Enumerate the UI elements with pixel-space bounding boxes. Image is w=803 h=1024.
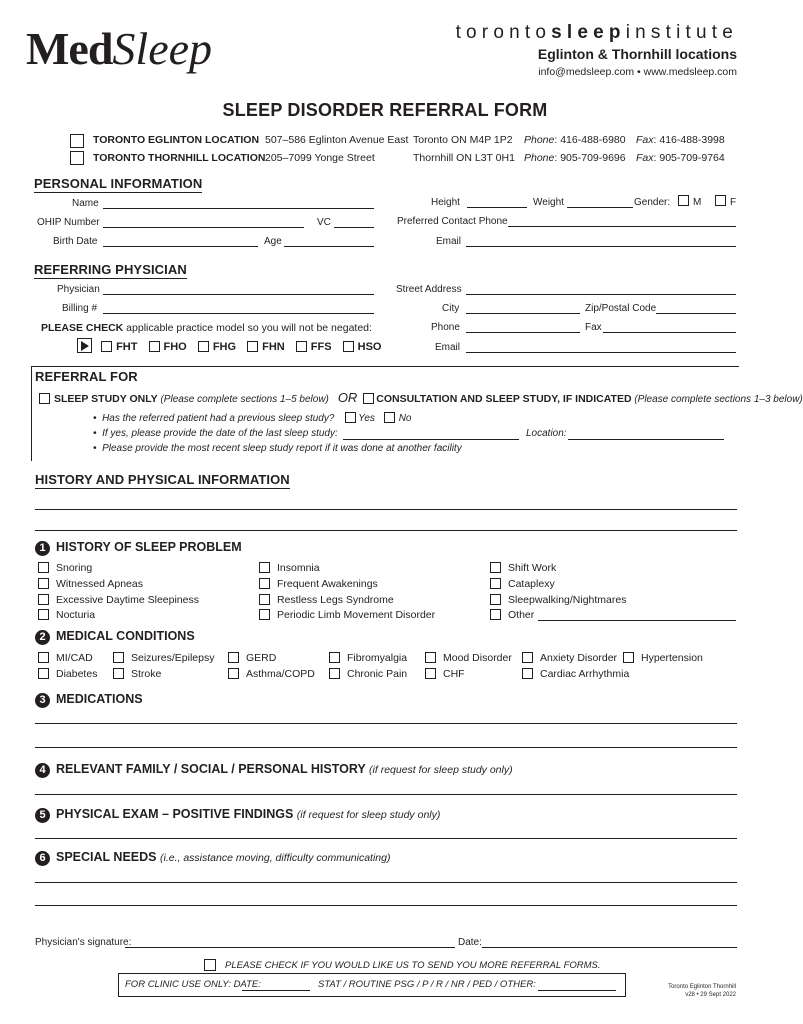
phone-value: : 416-488-6980 <box>554 134 626 146</box>
checkbox[interactable] <box>228 652 239 663</box>
more-forms-checkbox[interactable] <box>204 959 216 971</box>
gender-label: Gender: <box>634 197 671 208</box>
birth-date-label: Birth Date <box>53 236 98 247</box>
section-title: RELEVANT FAMILY / SOCIAL / PERSONAL HISTORY <box>56 762 366 776</box>
fax-value: : 905-709-9764 <box>653 152 725 164</box>
last-study-date-question <box>93 428 338 439</box>
item-label: GERD <box>246 652 277 664</box>
clinic-address: 507–586 Eglinton Avenue East <box>265 134 409 146</box>
referring-physician-heading <box>34 262 187 277</box>
clinic-other-field[interactable] <box>538 990 616 991</box>
zip-field[interactable] <box>656 313 736 314</box>
tagline-institute: institute <box>625 22 738 43</box>
checkbox[interactable] <box>425 668 436 679</box>
birth-date-field[interactable] <box>103 246 258 247</box>
clinic-name: TORONTO THORNHILL LOCATION <box>93 152 266 164</box>
condition-item[interactable] <box>522 668 629 680</box>
referral-options <box>39 390 803 405</box>
sleep-problem-item[interactable] <box>490 594 626 606</box>
heading-text: REFERRING PHYSICIAN <box>34 262 187 277</box>
tagline-toronto: toronto <box>455 22 552 43</box>
item-label: CHF <box>443 668 465 680</box>
checkbox[interactable] <box>38 652 49 663</box>
condition-item[interactable] <box>113 668 161 680</box>
eglinton-checkbox[interactable] <box>70 134 84 148</box>
clinic-name: TORONTO EGLINTON LOCATION <box>93 134 260 146</box>
sleep-study-only-label: SLEEP STUDY ONLY <box>54 393 158 405</box>
condition-item[interactable] <box>38 668 97 680</box>
fho-label: FHO <box>163 341 187 353</box>
ffs-checkbox[interactable] <box>296 341 307 352</box>
sleep-problem-item[interactable] <box>490 609 534 621</box>
heading-text: HISTORY AND PHYSICAL INFORMATION <box>35 472 290 487</box>
condition-item[interactable] <box>425 652 512 664</box>
billing-label: Billing # <box>62 303 98 314</box>
physician-email-label: Email <box>435 342 461 353</box>
item-label: Excessive Daytime Sleepiness <box>56 594 199 606</box>
institute-tagline <box>456 22 738 44</box>
checkbox[interactable] <box>522 668 533 679</box>
sleep-problem-item[interactable] <box>259 562 320 574</box>
section-title: PHYSICAL EXAM – POSITIVE FINDINGS <box>56 807 294 821</box>
location-field[interactable] <box>568 439 724 440</box>
ffs-label: FFS <box>310 341 332 353</box>
condition-item[interactable] <box>329 668 407 680</box>
yes-label: Yes <box>358 413 375 424</box>
history-line-2[interactable] <box>35 530 737 531</box>
phone-label: Phone <box>524 134 555 146</box>
item-label: Fibromyalgia <box>347 652 408 664</box>
name-label: Name <box>72 198 99 209</box>
section-title: HISTORY OF SLEEP PROBLEM <box>56 540 242 554</box>
referral-for-heading: REFERRAL FOR <box>35 369 138 384</box>
practice-model-instruction <box>41 322 372 334</box>
checkbox[interactable] <box>522 652 533 663</box>
sleep-problem-item[interactable] <box>490 578 555 590</box>
fht-label: FHT <box>116 341 138 353</box>
item-label: Restless Legs Syndrome <box>277 594 394 606</box>
checkbox[interactable] <box>490 609 501 620</box>
checkbox[interactable] <box>38 609 49 620</box>
email-label: Email <box>436 236 462 247</box>
previous-study-question <box>93 412 411 424</box>
item-label: Hypertension <box>641 652 703 664</box>
sleep-problem-item[interactable] <box>259 578 378 590</box>
item-label: Shift Work <box>508 562 557 574</box>
medications-line-2[interactable] <box>35 747 737 748</box>
item-label: Sleepwalking/Nightmares <box>508 594 627 606</box>
section-number: 5 <box>35 808 50 823</box>
item-label: Periodic Limb Movement Disorder <box>277 609 436 621</box>
fax-label: Fax <box>585 322 602 333</box>
section-title: SPECIAL NEEDS <box>56 850 157 864</box>
sleep-problem-item[interactable] <box>490 562 556 574</box>
locations-subtitle: Eglinton & Thornhill locations <box>537 46 737 62</box>
tagline-sleep: sleep <box>551 22 626 43</box>
version-line-2: v28 • 29 Sept 2022 <box>685 992 736 998</box>
gender-m-checkbox[interactable] <box>678 195 689 206</box>
gender-f-checkbox[interactable] <box>715 195 726 206</box>
no-checkbox[interactable] <box>384 412 395 423</box>
billing-field[interactable] <box>103 313 374 314</box>
physical-exam-line[interactable] <box>35 838 737 839</box>
contact-phone-label: Preferred Contact Phone <box>397 216 508 227</box>
condition-item[interactable] <box>113 652 214 664</box>
sleep-problem-item[interactable] <box>259 609 435 621</box>
condition-item[interactable] <box>522 652 617 664</box>
weight-field[interactable] <box>567 207 633 208</box>
condition-item[interactable] <box>425 668 465 680</box>
fax-label: Fax <box>636 134 654 146</box>
section-title: MEDICATIONS <box>56 692 143 706</box>
item-label: Stroke <box>131 668 162 680</box>
condition-item[interactable] <box>623 652 703 664</box>
fht-checkbox[interactable] <box>101 341 112 352</box>
height-label: Height <box>431 197 460 208</box>
sleep-problem-item[interactable] <box>259 594 394 606</box>
fhg-checkbox[interactable] <box>198 341 209 352</box>
vc-field[interactable] <box>334 227 374 228</box>
sleep-problem-item[interactable] <box>38 562 92 574</box>
section-note: (i.e., assistance moving, difficulty communicating) <box>159 852 391 864</box>
checkbox[interactable] <box>490 594 501 605</box>
history-of-sleep-problem-heading <box>35 540 242 556</box>
street-address-field[interactable] <box>466 294 736 295</box>
section-number: 3 <box>35 693 50 708</box>
checkbox[interactable] <box>113 668 124 679</box>
checkbox[interactable] <box>259 609 270 620</box>
condition-item[interactable] <box>228 668 315 680</box>
checkbox[interactable] <box>228 668 239 679</box>
item-label: Anxiety Disorder <box>540 652 618 664</box>
consultation-label: CONSULTATION AND SLEEP STUDY, IF INDICATED <box>376 393 632 405</box>
age-field[interactable] <box>284 246 374 247</box>
clinic-phone <box>524 134 626 146</box>
clinic-phone <box>524 152 626 164</box>
checkbox[interactable] <box>490 578 501 589</box>
checkbox[interactable] <box>490 562 501 573</box>
checkbox[interactable] <box>38 562 49 573</box>
section-note: (if request for sleep study only) <box>296 809 441 821</box>
clinic-city: Toronto ON M4P 1P2 <box>413 134 513 146</box>
phone-value: : 905-709-9696 <box>554 152 626 164</box>
fax-value: : 416-488-3998 <box>653 134 725 146</box>
sleep-problem-item[interactable] <box>38 578 143 590</box>
section-note: (if request for sleep study only) <box>369 764 513 776</box>
no-label: No <box>398 413 412 424</box>
condition-item[interactable] <box>329 652 407 664</box>
item-label: Mood Disorder <box>443 652 512 664</box>
fho-checkbox[interactable] <box>149 341 160 352</box>
city-field[interactable] <box>466 313 580 314</box>
checkbox[interactable] <box>623 652 634 663</box>
physician-field[interactable] <box>103 294 374 295</box>
item-label: Diabetes <box>56 668 98 680</box>
sleep-study-only-checkbox[interactable] <box>39 393 50 404</box>
medsleep-logo <box>26 24 212 74</box>
item-label: Chronic Pain <box>347 668 408 680</box>
item-label: Snoring <box>56 562 93 574</box>
report-instruction <box>93 443 462 454</box>
instruction-text: Please provide the most recent sleep study report if it was done at another facility <box>102 443 462 454</box>
clinic-fax <box>636 152 725 164</box>
clinic-fax <box>636 134 725 146</box>
condition-item[interactable] <box>228 652 276 664</box>
age-label: Age <box>264 236 282 247</box>
logo-italic: Sleep <box>112 23 213 74</box>
item-label: Seizures/Epilepsy <box>131 652 215 664</box>
location-label: Location: <box>526 428 567 439</box>
checkbox[interactable] <box>38 668 49 679</box>
medications-line-1[interactable] <box>35 723 737 724</box>
fhn-label: FHN <box>262 341 285 353</box>
item-label: Frequent Awakenings <box>277 578 378 590</box>
pointer-arrow-icon <box>77 338 92 353</box>
ohip-field[interactable] <box>103 227 304 228</box>
family-history-line[interactable] <box>35 794 737 795</box>
clinic-use-codes: STAT / ROUTINE PSG / P / R / NR / PED / OTHER: <box>318 979 536 990</box>
hso-checkbox[interactable] <box>343 341 354 352</box>
version-line-1: Toronto Eglinton Thornhill <box>668 984 736 990</box>
practice-model-options <box>77 338 381 353</box>
checkbox[interactable] <box>329 668 340 679</box>
other-field[interactable] <box>538 620 736 621</box>
special-needs-line-1[interactable] <box>35 882 737 883</box>
checkbox[interactable] <box>113 652 124 663</box>
name-field[interactable] <box>103 208 374 209</box>
clinic-date-field[interactable] <box>242 990 310 991</box>
instruction-bold: PLEASE CHECK <box>41 322 124 334</box>
date-field[interactable] <box>482 947 737 948</box>
bullet: • <box>93 428 103 439</box>
signature-label: Physician's signature: <box>35 937 132 948</box>
email-field[interactable] <box>466 246 736 247</box>
checkbox[interactable] <box>259 578 270 589</box>
checkbox[interactable] <box>259 562 270 573</box>
street-address-label: Street Address <box>396 284 462 295</box>
consultation-note: (Please complete sections 1–3 below) <box>631 394 803 405</box>
version-info <box>668 983 736 999</box>
fax-field[interactable] <box>603 332 736 333</box>
checkbox[interactable] <box>329 652 340 663</box>
history-line-1[interactable] <box>35 509 737 510</box>
checkbox[interactable] <box>425 652 436 663</box>
item-label: Insomnia <box>277 562 320 574</box>
hso-label: HSO <box>357 341 382 353</box>
thornhill-checkbox[interactable] <box>70 151 84 165</box>
medical-conditions-heading <box>35 629 195 645</box>
city-label: City <box>442 303 460 314</box>
fax-label: Fax <box>636 152 654 164</box>
special-needs-line-2[interactable] <box>35 905 737 906</box>
contact-phone-field[interactable] <box>508 226 736 227</box>
checkbox[interactable] <box>38 578 49 589</box>
or-separator: OR <box>337 390 358 405</box>
medications-heading <box>35 692 143 708</box>
physical-exam-heading <box>35 807 440 823</box>
history-heading <box>35 472 290 487</box>
form-title: SLEEP DISORDER REFERRAL FORM <box>222 100 548 120</box>
section-title: MEDICAL CONDITIONS <box>56 629 195 643</box>
item-label: MI/CAD <box>56 652 93 664</box>
gender-f-label: F <box>730 197 737 208</box>
checkbox[interactable] <box>259 594 270 605</box>
gender-m-label: M <box>693 197 702 208</box>
question-text: If yes, please provide the date of the last sleep study: <box>102 428 338 439</box>
physician-email-field[interactable] <box>466 352 736 353</box>
item-label: Nocturia <box>56 609 96 621</box>
phone-label: Phone <box>524 152 555 164</box>
item-label: Cardiac Arrhythmia <box>540 668 630 680</box>
item-label: Asthma/COPD <box>246 668 315 680</box>
yes-checkbox[interactable] <box>345 412 356 423</box>
date-label: Date: <box>458 937 482 948</box>
bullet: • <box>93 413 103 424</box>
phone-field[interactable] <box>466 332 580 333</box>
section-number: 2 <box>35 630 50 645</box>
item-label: Other <box>508 609 535 621</box>
question-text: Has the referred patient had a previous sleep study? <box>102 413 335 424</box>
clinic-use-label: FOR CLINIC USE ONLY: DATE: <box>125 979 261 990</box>
special-needs-heading <box>35 850 391 866</box>
logo-bold: Med <box>26 23 113 74</box>
sleep-problem-item[interactable] <box>38 594 199 606</box>
physician-label: Physician <box>57 284 100 295</box>
section-number: 1 <box>35 541 50 556</box>
family-history-heading <box>35 762 513 778</box>
item-label: Witnessed Apneas <box>56 578 143 590</box>
item-label: Cataplexy <box>508 578 555 590</box>
zip-label: Zip/Postal Code <box>585 303 657 314</box>
condition-item[interactable] <box>38 652 93 664</box>
weight-label: Weight <box>533 197 564 208</box>
height-field[interactable] <box>467 207 527 208</box>
signature-field[interactable] <box>125 947 455 948</box>
last-study-date-field[interactable] <box>343 439 519 440</box>
bullet: • <box>93 443 103 454</box>
checkbox[interactable] <box>38 594 49 605</box>
fhg-label: FHG <box>212 341 237 353</box>
instruction-text: applicable practice model so you will not be negated: <box>123 322 372 334</box>
sleep-study-only-note: (Please complete sections 1–5 below) <box>157 394 329 405</box>
section-number: 6 <box>35 851 50 866</box>
contact-line: info@medsleep.com • www.medsleep.com <box>538 66 737 78</box>
phone-label: Phone <box>431 322 460 333</box>
more-forms-label: PLEASE CHECK IF YOU WOULD LIKE US TO SEND YOU MORE REFERRAL FORMS. <box>225 960 601 971</box>
heading-text: PERSONAL INFORMATION <box>34 176 203 191</box>
consultation-checkbox[interactable] <box>363 393 374 404</box>
vc-label: VC <box>317 217 331 228</box>
ohip-label: OHIP Number <box>37 217 100 228</box>
section-number: 4 <box>35 763 50 778</box>
clinic-city: Thornhill ON L3T 0H1 <box>413 152 515 164</box>
clinic-address: 205–7099 Yonge Street <box>265 152 375 164</box>
personal-info-heading <box>34 176 202 191</box>
sleep-problem-item[interactable] <box>38 609 95 621</box>
fhn-checkbox[interactable] <box>247 341 258 352</box>
